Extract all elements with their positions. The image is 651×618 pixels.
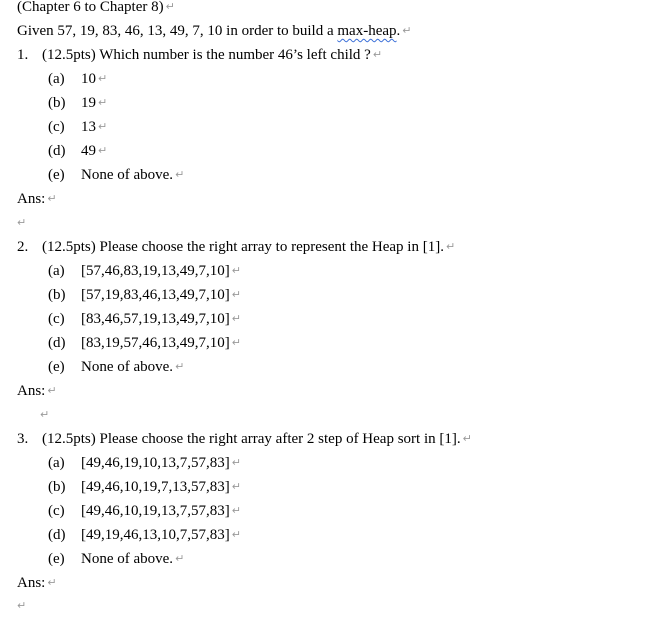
paragraph-mark-icon: ↵ xyxy=(40,408,50,421)
question-3-prompt: 3. (12.5pts) Please choose the right array after 2 step of Heap sort in [1]. ↵ xyxy=(17,427,472,451)
question-2-option-b: (b) [57,19,83,46,13,49,7,10] ↵ xyxy=(48,287,241,303)
paragraph-mark-icon: ↵ xyxy=(231,336,241,349)
paragraph-mark-icon: ↵ xyxy=(98,120,108,133)
question-3-option-e: (e) None of above. ↵ xyxy=(48,551,185,567)
paragraph-mark-icon: ↵ xyxy=(231,456,241,469)
question-2-option-d: (d) [83,19,57,46,13,49,7,10] ↵ xyxy=(48,335,241,351)
question-1-prompt: 1. (12.5pts) Which number is the number 46’s left child ? ↵ xyxy=(17,43,382,67)
question-1-option-b: (b) 19 ↵ xyxy=(48,95,108,111)
paragraph-mark-icon: ↵ xyxy=(98,144,108,157)
paragraph-mark-icon: ↵ xyxy=(17,599,27,612)
paragraph-mark-icon: ↵ xyxy=(165,0,175,13)
paragraph-mark-icon: ↵ xyxy=(175,168,185,181)
question-2-option-a: (a) [57,46,83,19,13,49,7,10] ↵ xyxy=(48,263,241,279)
question-3-answer: Ans: ↵ xyxy=(17,575,57,591)
question-2-answer: Ans: ↵ xyxy=(17,383,57,399)
question-number: 3. xyxy=(17,431,29,447)
paragraph-mark-icon: ↵ xyxy=(47,192,57,205)
question-number: 2. xyxy=(17,239,29,255)
empty-paragraph xyxy=(40,403,49,427)
question-1-option-d: (d) 49 ↵ xyxy=(48,143,108,159)
question-2-prompt: 2. (12.5pts) Please choose the right array to represent the Heap in [1]. ↵ xyxy=(17,235,455,259)
question-3-option-c: (c) [49,46,10,19,13,7,57,83] ↵ xyxy=(48,503,241,519)
chapter-range: (Chapter 6 to Chapter 8) ↵ xyxy=(17,0,175,15)
question-2-option-e: (e) None of above. ↵ xyxy=(48,359,185,375)
paragraph-mark-icon: ↵ xyxy=(47,384,57,397)
question-1-option-e: (e) None of above. ↵ xyxy=(48,167,185,183)
paragraph-mark-icon: ↵ xyxy=(47,576,57,589)
paragraph-mark-icon: ↵ xyxy=(231,504,241,517)
question-1-answer: Ans: ↵ xyxy=(17,191,57,207)
paragraph-mark-icon: ↵ xyxy=(98,72,108,85)
question-3-option-d: (d) [49,19,46,13,10,7,57,83] ↵ xyxy=(48,527,241,543)
paragraph-mark-icon: ↵ xyxy=(231,528,241,541)
paragraph-mark-icon: ↵ xyxy=(462,432,472,445)
paragraph-mark-icon: ↵ xyxy=(231,264,241,277)
max-heap-term: max-heap xyxy=(337,23,397,39)
question-3-option-b: (b) [49,46,10,19,7,13,57,83] ↵ xyxy=(48,479,241,495)
paragraph-mark-icon: ↵ xyxy=(231,312,241,325)
paragraph-mark-icon: ↵ xyxy=(17,216,27,229)
empty-paragraph xyxy=(17,594,26,618)
paragraph-mark-icon: ↵ xyxy=(175,360,185,373)
paragraph-mark-icon: ↵ xyxy=(98,96,108,109)
paragraph-mark-icon: ↵ xyxy=(231,288,241,301)
paragraph-mark-icon: ↵ xyxy=(445,240,456,253)
paragraph-mark-icon: ↵ xyxy=(372,48,383,61)
question-3-option-a: (a) [49,46,19,10,13,7,57,83] ↵ xyxy=(48,455,241,471)
question-1-option-c: (c) 13 ↵ xyxy=(48,119,108,135)
question-1-option-a: (a) 10 ↵ xyxy=(48,71,108,87)
paragraph-mark-icon: ↵ xyxy=(175,552,185,565)
intro-sentence: Given 57, 19, 83, 46, 13, 49, 7, 10 in order to build a max-heap. ↵ xyxy=(17,23,412,39)
question-number: 1. xyxy=(17,47,29,63)
paragraph-mark-icon: ↵ xyxy=(402,24,412,37)
question-2-option-c: (c) [83,46,57,19,13,49,7,10] ↵ xyxy=(48,311,241,327)
empty-paragraph xyxy=(17,211,26,235)
paragraph-mark-icon: ↵ xyxy=(231,480,241,493)
